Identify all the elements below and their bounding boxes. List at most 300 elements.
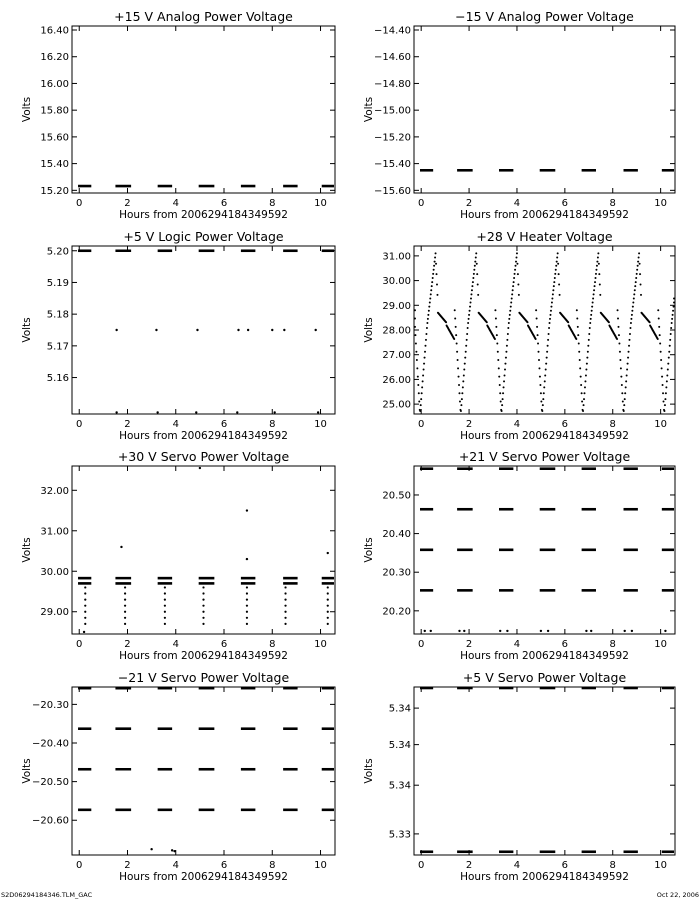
data-point (497, 359, 499, 361)
data-point (665, 386, 667, 388)
data-point (507, 333, 509, 335)
data-point (424, 345, 426, 347)
data-point (246, 611, 248, 613)
data-point (583, 404, 585, 406)
data-point (593, 289, 595, 291)
data-point (621, 384, 623, 386)
data-point (626, 374, 628, 376)
data-point (470, 293, 472, 295)
data-point (596, 265, 598, 267)
data-point (578, 351, 580, 353)
data-point (595, 273, 597, 275)
data-point (540, 401, 542, 403)
data-point (595, 277, 597, 279)
data-point (590, 314, 592, 316)
y-axis-label: Volts (363, 537, 375, 563)
data-point (673, 306, 675, 308)
data-point (428, 310, 430, 312)
data-point (625, 386, 627, 388)
data-point (589, 322, 591, 324)
data-point (83, 631, 85, 633)
data-point (494, 309, 496, 311)
data-point (202, 605, 204, 607)
data-point (671, 318, 673, 320)
data-point (549, 322, 551, 324)
x-tick-label: 8 (609, 860, 616, 871)
y-tick-label: 20.40 (382, 529, 411, 541)
data-point (598, 273, 600, 275)
data-point (431, 285, 433, 287)
data-point (155, 329, 157, 331)
x-tick-label: 0 (417, 198, 425, 209)
data-point (514, 269, 516, 271)
data-point (124, 611, 126, 613)
data-point (557, 252, 559, 254)
y-tick-label: 5.16 (46, 373, 69, 385)
data-point (501, 404, 503, 406)
data-point (659, 334, 661, 336)
x-tick-label: 8 (269, 860, 276, 871)
y-tick-label: 5.34 (388, 740, 411, 752)
data-point (634, 285, 636, 287)
data-point (587, 351, 589, 353)
data-point (673, 297, 675, 299)
data-point (508, 322, 510, 324)
data-point (558, 273, 560, 275)
y-tick-label: −15.40 (373, 159, 411, 171)
data-point (475, 257, 477, 259)
plot-frame (72, 466, 335, 634)
data-point (468, 314, 470, 316)
data-point (284, 623, 286, 625)
data-point (469, 306, 471, 308)
x-tick-label: 2 (124, 419, 131, 430)
data-point (619, 359, 621, 361)
data-point (545, 369, 547, 371)
data-point (576, 318, 578, 320)
data-point (637, 261, 639, 263)
data-point (509, 314, 511, 316)
y-tick-label: 5.19 (46, 277, 69, 289)
data-point (637, 265, 639, 267)
data-point (542, 404, 544, 406)
x-axis-label: Hours from 2006294184349592 (460, 871, 629, 883)
data-point (617, 326, 619, 328)
data-point (598, 263, 600, 265)
data-point (476, 263, 478, 265)
data-point (516, 252, 518, 254)
x-tick-label: 2 (124, 639, 131, 650)
data-point (630, 322, 632, 324)
data-point (150, 848, 152, 850)
data-point (508, 318, 510, 320)
y-tick-label: 15.60 (40, 132, 69, 144)
data-point (585, 374, 587, 376)
plot-frame (72, 246, 335, 414)
chart-panel-5 (21, 449, 335, 662)
y-axis-label: Volts (21, 537, 33, 563)
data-point (586, 357, 588, 359)
x-tick-label: 0 (76, 198, 83, 209)
data-point (246, 586, 248, 588)
data-point (515, 257, 517, 259)
plot-frame (72, 687, 335, 855)
data-point (115, 329, 117, 331)
footer-filename: S2D06294184346.TLM_GAC (1, 891, 93, 899)
data-point (667, 363, 669, 365)
data-point (164, 586, 166, 588)
y-tick-label: −20.30 (31, 699, 69, 711)
data-point (660, 359, 662, 361)
data-point (553, 285, 555, 287)
data-point (414, 318, 416, 320)
data-point (327, 623, 329, 625)
data-point (84, 605, 86, 607)
data-point (635, 281, 637, 283)
data-point (666, 374, 668, 376)
x-tick-label: 6 (561, 419, 569, 430)
data-point (436, 273, 438, 275)
data-point (426, 327, 428, 329)
data-point (164, 623, 166, 625)
data-point (649, 321, 651, 323)
data-point (415, 351, 417, 353)
data-point (638, 257, 640, 259)
data-point (420, 404, 422, 406)
data-point (549, 314, 551, 316)
data-point (657, 309, 659, 311)
data-point (120, 546, 122, 548)
data-point (456, 351, 458, 353)
data-point (544, 380, 546, 382)
plot-frame (72, 26, 335, 193)
data-point (506, 339, 508, 341)
data-point (591, 306, 593, 308)
data-point (454, 318, 456, 320)
data-point (494, 338, 496, 340)
x-tick-label: 10 (314, 860, 327, 871)
data-point (417, 376, 419, 378)
data-point (500, 401, 502, 403)
footer-date: Oct 22, 2006 (656, 891, 699, 899)
x-tick-label: 10 (314, 639, 327, 650)
data-point (620, 376, 622, 378)
data-point (164, 605, 166, 607)
chart-panel-6 (363, 449, 675, 662)
data-point (596, 261, 598, 263)
y-tick-label: −20.50 (31, 777, 69, 789)
data-point (577, 326, 579, 328)
data-point (420, 398, 422, 400)
data-point (639, 263, 641, 265)
data-point (624, 630, 626, 632)
chart-title: +5 V Servo Power Voltage (462, 670, 627, 685)
y-tick-label: 29.00 (40, 607, 69, 619)
data-point (594, 285, 596, 287)
data-point (618, 334, 620, 336)
data-point (473, 269, 475, 271)
x-tick-label: 6 (220, 419, 228, 430)
data-point (549, 318, 551, 320)
data-point (552, 293, 554, 295)
data-point (507, 327, 509, 329)
y-tick-label: 15.20 (40, 185, 69, 197)
data-point (590, 318, 592, 320)
data-point (660, 351, 662, 353)
y-tick-label: 26.00 (382, 374, 411, 386)
data-point (539, 376, 541, 378)
data-point (416, 367, 418, 369)
data-point (495, 326, 497, 328)
plot-frame (414, 26, 675, 193)
data-point (543, 386, 545, 388)
x-tick-label: 4 (513, 198, 521, 209)
x-tick-label: 10 (654, 639, 668, 650)
data-point (577, 334, 579, 336)
data-point (551, 297, 553, 299)
data-point (458, 384, 460, 386)
data-point (499, 392, 501, 394)
data-point (469, 310, 471, 312)
data-point (246, 558, 248, 560)
data-point (458, 630, 460, 632)
data-point (578, 342, 580, 344)
data-point (456, 342, 458, 344)
x-axis-label: Hours from 2006294184349592 (119, 430, 288, 442)
y-tick-label: −14.80 (373, 78, 411, 90)
data-point (424, 357, 426, 359)
data-point (657, 338, 659, 340)
data-point (283, 329, 285, 331)
data-point (463, 630, 465, 632)
data-point (555, 269, 557, 271)
data-point (622, 401, 624, 403)
chart-title: +28 V Heater Voltage (476, 229, 613, 244)
data-point (517, 273, 519, 275)
chart-panel-7 (21, 670, 335, 883)
data-point (84, 611, 86, 613)
data-point (597, 252, 599, 254)
data-point (84, 592, 86, 594)
chart-title: +21 V Servo Power Voltage (458, 449, 631, 464)
data-point (284, 617, 286, 619)
y-tick-label: 20.30 (382, 567, 411, 579)
data-point (619, 351, 621, 353)
data-point (559, 294, 561, 296)
data-point (666, 380, 668, 382)
data-point (668, 357, 670, 359)
data-point (640, 284, 642, 286)
data-point (555, 265, 557, 267)
data-point (635, 277, 637, 279)
data-point (662, 392, 664, 394)
data-point (426, 322, 428, 324)
data-point (468, 318, 470, 320)
y-tick-label: 20.20 (382, 606, 411, 618)
data-point (472, 277, 474, 279)
data-point (664, 630, 666, 632)
data-point (595, 269, 597, 271)
y-tick-label: 16.00 (40, 78, 69, 90)
y-tick-label: 29.00 (382, 300, 411, 312)
y-tick-label: 28.00 (382, 325, 411, 337)
data-point (470, 297, 472, 299)
data-point (510, 306, 512, 308)
data-point (592, 302, 594, 304)
data-point (472, 281, 474, 283)
data-point (542, 398, 544, 400)
y-tick-label: −15.60 (373, 185, 411, 197)
data-point (580, 376, 582, 378)
data-point (512, 285, 514, 287)
data-point (599, 294, 601, 296)
data-point (545, 363, 547, 365)
data-point (434, 261, 436, 263)
data-point (663, 401, 665, 403)
chart-title: −15 V Analog Power Voltage (455, 9, 634, 24)
data-point (535, 338, 537, 340)
y-axis-label: Volts (21, 317, 33, 343)
chart-title: −21 V Servo Power Voltage (117, 670, 290, 685)
x-tick-label: 4 (513, 419, 521, 430)
data-point (546, 357, 548, 359)
data-point (671, 322, 673, 324)
x-tick-label: 6 (220, 198, 228, 209)
data-point (556, 257, 558, 259)
data-point (538, 367, 540, 369)
x-tick-label: 4 (172, 198, 179, 209)
data-point (284, 592, 286, 594)
data-point (202, 586, 204, 588)
data-point (423, 363, 425, 365)
data-point (499, 384, 501, 386)
data-point (506, 345, 508, 347)
x-axis-label: Hours from 2006294184349592 (460, 650, 629, 662)
data-point (504, 374, 506, 376)
data-point (544, 374, 546, 376)
x-axis-label: Hours from 2006294184349592 (460, 209, 629, 221)
data-point (554, 273, 556, 275)
data-point (586, 363, 588, 365)
x-tick-label: 8 (269, 639, 276, 650)
data-point (547, 345, 549, 347)
data-point (327, 552, 329, 554)
data-point (164, 611, 166, 613)
data-point (584, 386, 586, 388)
data-point (486, 321, 488, 323)
data-point (124, 586, 126, 588)
data-point (587, 345, 589, 347)
data-point (504, 369, 506, 371)
data-point (513, 277, 515, 279)
data-point (575, 338, 577, 340)
x-tick-label: 8 (609, 639, 616, 650)
data-point (670, 327, 672, 329)
data-point (421, 392, 423, 394)
data-point (196, 329, 198, 331)
data-point (473, 273, 475, 275)
y-tick-label: −15.00 (373, 105, 411, 117)
data-point (582, 410, 584, 412)
data-point (540, 630, 542, 632)
x-tick-label: 2 (465, 860, 473, 871)
y-tick-label: 30.00 (382, 276, 411, 288)
data-point (474, 261, 476, 263)
data-point (623, 410, 625, 412)
data-point (418, 392, 420, 394)
data-point (617, 309, 619, 311)
x-tick-label: 0 (76, 639, 83, 650)
data-point (495, 318, 497, 320)
data-point (506, 630, 508, 632)
data-point (195, 411, 197, 413)
chart-panel-2 (363, 9, 675, 221)
data-point (547, 339, 549, 341)
data-point (670, 333, 672, 335)
x-axis-label: Hours from 2006294184349592 (119, 209, 288, 221)
data-point (202, 617, 204, 619)
data-point (425, 333, 427, 335)
data-point (414, 334, 416, 336)
data-point (422, 380, 424, 382)
data-point (664, 404, 666, 406)
data-point (576, 309, 578, 311)
data-point (474, 265, 476, 267)
data-point (591, 310, 593, 312)
data-point (633, 293, 635, 295)
data-point (629, 333, 631, 335)
data-point (416, 359, 418, 361)
data-point (428, 306, 430, 308)
x-tick-label: 4 (513, 639, 521, 650)
data-point (459, 401, 461, 403)
data-point (538, 351, 540, 353)
data-point (581, 392, 583, 394)
data-point (477, 284, 479, 286)
data-point (471, 289, 473, 291)
chart-title: +5 V Logic Power Voltage (123, 229, 284, 244)
x-tick-label: 6 (220, 860, 228, 871)
data-point (512, 289, 514, 291)
x-axis-label: Hours from 2006294184349592 (119, 650, 288, 662)
data-point (464, 363, 466, 365)
data-point (417, 384, 419, 386)
x-tick-label: 4 (172, 639, 179, 650)
data-point (466, 339, 468, 341)
x-tick-label: 0 (417, 860, 425, 871)
x-tick-label: 6 (561, 860, 569, 871)
data-point (526, 321, 528, 323)
data-point (585, 630, 587, 632)
data-point (317, 411, 319, 413)
data-point (636, 269, 638, 271)
data-point (553, 281, 555, 283)
x-tick-label: 0 (76, 860, 83, 871)
data-point (617, 318, 619, 320)
data-point (514, 273, 516, 275)
data-point (543, 392, 545, 394)
data-point (284, 598, 286, 600)
data-point (464, 357, 466, 359)
data-point (273, 411, 275, 413)
y-tick-label: 5.20 (46, 246, 69, 258)
data-point (202, 598, 204, 600)
data-point (430, 630, 432, 632)
y-tick-label: −20.60 (31, 815, 69, 827)
data-point (515, 265, 517, 267)
data-point (627, 363, 629, 365)
chart-panel-3 (21, 229, 335, 442)
